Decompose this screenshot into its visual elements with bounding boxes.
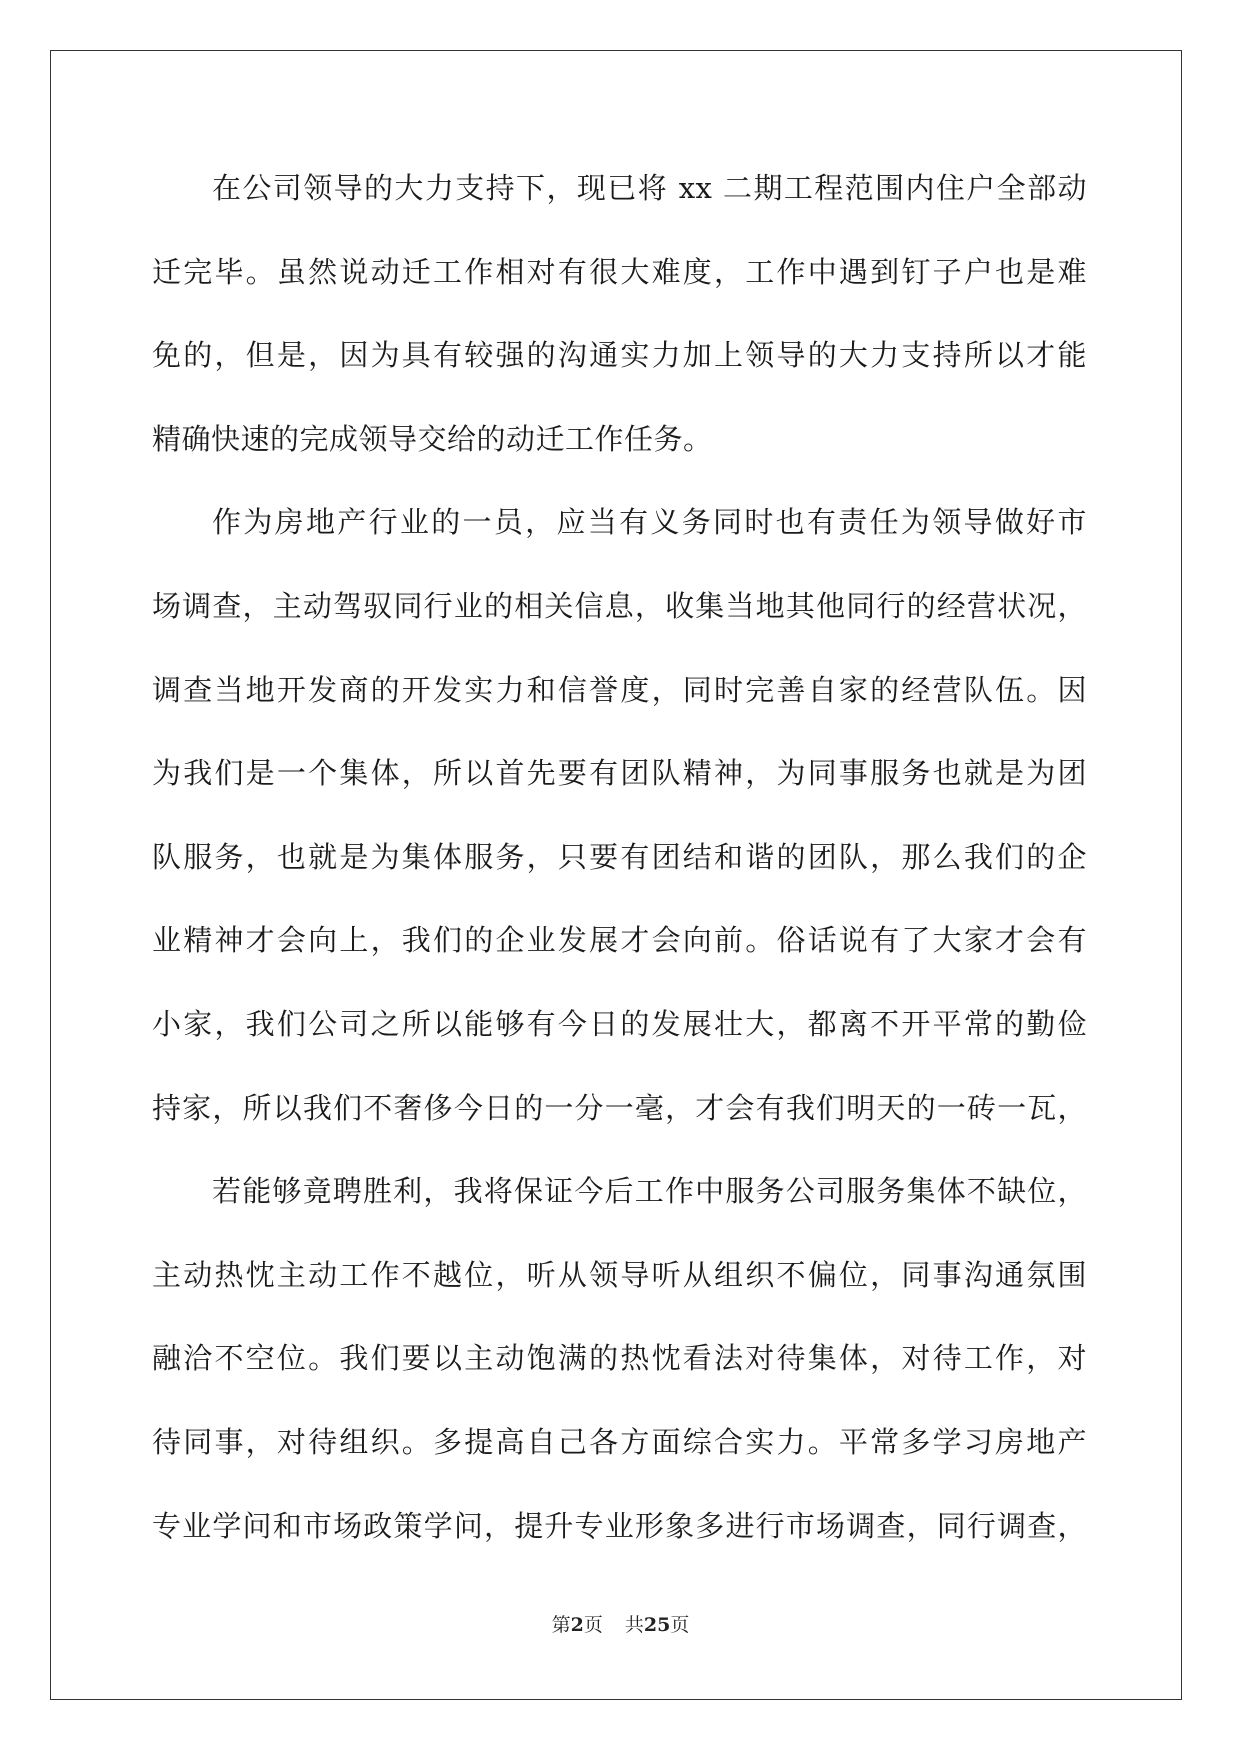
- text-line: 小家，我们公司之所以能够有今日的发展壮大，都离不开平常的勤俭: [152, 1006, 1087, 1041]
- body-text: [152, 147, 1087, 1568]
- page-suffix: 页: [583, 1614, 603, 1636]
- text-line: 精确快速的完成领导交给的动迁工作任务。: [152, 421, 713, 456]
- total-prefix: 共: [624, 1614, 644, 1636]
- text-line: 场调查，主动驾驭同行业的相关信息，收集当地其他同行的经营状况，: [152, 588, 1087, 623]
- text-line: 为我们是一个集体，所以首先要有团队精神，为同事服务也就是为团: [152, 756, 1087, 791]
- text-line: 作为房地产行业的一员，应当有义务同时也有责任为领导做好市: [212, 505, 1087, 540]
- page-prefix: 第: [551, 1614, 571, 1636]
- text-line: 持家，所以我们不奢侈今日的一分一毫，才会有我们明天的一砖一瓦，: [152, 1090, 1087, 1125]
- total-suffix: 页: [670, 1614, 690, 1636]
- page-number: 2: [570, 1614, 584, 1636]
- text-line: 待同事，对待组织。多提高自己各方面综合实力。平常多学习房地产: [152, 1424, 1087, 1459]
- page-footer: [0, 1610, 1241, 1637]
- text-line: 迁完毕。虽然说动迁工作相对有很大难度，工作中遇到钉子户也是难: [152, 254, 1087, 289]
- text-line: 主动热忱主动工作不越位，听从领导听从组织不偏位，同事沟通氛围: [152, 1257, 1087, 1292]
- text-line: 专业学问和市场政策学问，提升专业形象多进行市场调查，同行调查，: [152, 1508, 1087, 1543]
- text-line: 免的，但是，因为具有较强的沟通实力加上领导的大力支持所以才能: [152, 338, 1087, 373]
- total-pages: 25: [643, 1614, 671, 1636]
- text-line: 队服务，也就是为集体服务，只要有团结和谐的团队，那么我们的企: [152, 839, 1087, 874]
- text-line: 调查当地开发商的开发实力和信誉度，同时完善自家的经营队伍。因: [152, 672, 1087, 707]
- text-line: 业精神才会向上，我们的企业发展才会向前。俗话说有了大家才会有: [152, 923, 1087, 958]
- text-line: 融洽不空位。我们要以主动饱满的热忱看法对待集体，对待工作，对: [152, 1341, 1087, 1376]
- text-line: 若能够竟聘胜利，我将保证今后工作中服务公司服务集体不缺位，: [212, 1174, 1087, 1209]
- text-line: 在公司领导的大力支持下，现已将 xx 二期工程范围内住户全部动: [212, 171, 1087, 205]
